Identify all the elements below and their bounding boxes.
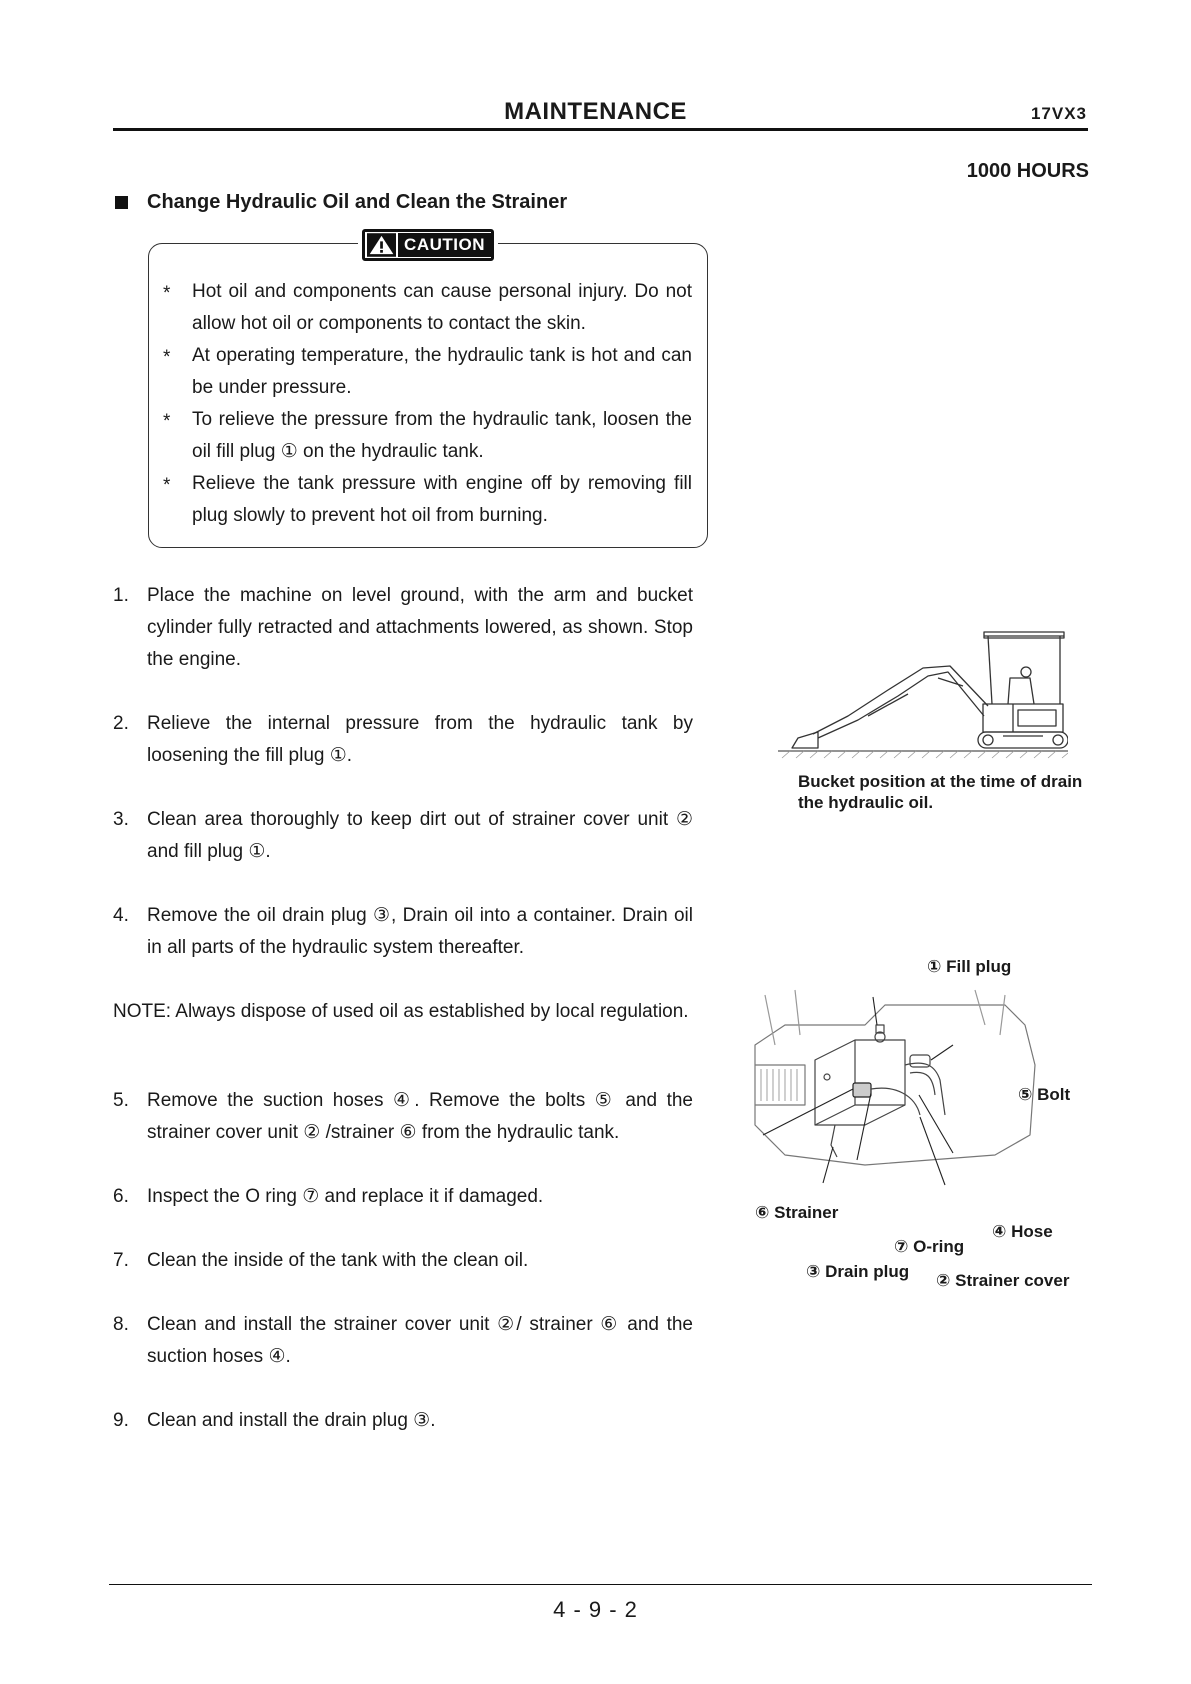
step-number: 3. — [113, 809, 129, 830]
strainer-label: ⑥ Strainer — [755, 1203, 839, 1222]
drain-plug-label: ③ Drain plug — [806, 1262, 910, 1281]
step-3 — [113, 804, 693, 868]
step-text: Remove the oil drain plug ③, Drain oil into a container. Drain oil in all parts of the hydraulic system thereafter. — [147, 905, 693, 958]
step-1 — [113, 580, 693, 676]
step-2 — [113, 708, 693, 772]
caution-item-text: At operating temperature, the hydraulic tank is hot and can be under pressure. — [192, 345, 692, 398]
excavator-position-figure — [778, 606, 1068, 766]
caution-badge — [358, 227, 498, 263]
step-4 — [113, 900, 693, 964]
step-number: 4. — [113, 905, 129, 926]
caution-item — [160, 276, 692, 340]
step-number: 5. — [113, 1090, 129, 1111]
note-text: NOTE: Always dispose of used oil as established by local regulation. — [113, 1001, 689, 1022]
hose-label: ④ Hose — [992, 1222, 1053, 1241]
step-text: Clean the inside of the tank with the clean oil. — [147, 1250, 529, 1271]
service-interval: 1000 HOURS — [966, 160, 1089, 182]
step-text: Relieve the internal pressure from the hydraulic tank by loosening the fill plug ①. — [147, 713, 693, 766]
note — [113, 996, 693, 1028]
strainer-cover-label: ② Strainer cover — [936, 1271, 1070, 1290]
step-6 — [113, 1181, 693, 1213]
step-7 — [113, 1245, 693, 1277]
header-divider — [113, 128, 1088, 131]
fill-plug-label: ① Fill plug — [927, 957, 1012, 976]
caution-item — [160, 468, 692, 532]
caution-item-text: Relieve the tank pressure with engine off by removing fill plug slowly to prevent hot oil from burning. — [192, 473, 692, 526]
step-text: Inspect the O ring ⑦ and replace it if damaged. — [147, 1186, 544, 1207]
page-number: 4 - 9 - 2 — [553, 1597, 638, 1622]
warning-triangle-icon — [367, 232, 396, 258]
step-number: 7. — [113, 1250, 129, 1271]
page-header-title: MAINTENANCE — [504, 98, 687, 125]
step-number: 6. — [113, 1186, 129, 1207]
caution-bullet: * — [163, 283, 171, 304]
step-number: 9. — [113, 1410, 129, 1431]
step-5 — [113, 1085, 693, 1149]
step-text: Clean and install the drain plug ③. — [147, 1410, 436, 1431]
step-number: 8. — [113, 1314, 129, 1335]
step-number: 2. — [113, 713, 129, 734]
step-9 — [113, 1405, 693, 1437]
caution-item-text: To relieve the pressure from the hydraulic tank, loosen the oil fill plug ① on the hydraulic tank. — [192, 409, 692, 462]
step-text: Place the machine on level ground, with the arm and bucket cylinder fully retracted and attachments lowered, as shown. Stop the engine. — [147, 585, 693, 670]
bolt-label: ⑤ Bolt — [1018, 1085, 1071, 1104]
caution-bullet: * — [163, 411, 171, 432]
o-ring-label: ⑦ O-ring — [894, 1237, 965, 1256]
caution-bullet: * — [163, 475, 171, 496]
caution-item — [160, 340, 692, 404]
figure-caption: Bucket position at the time of drain the hydraulic oil. — [798, 772, 1083, 812]
model-number: 17VX3 — [1030, 104, 1087, 123]
step-text: Remove the suction hoses ④. Remove the bolts ⑤ and the strainer cover unit ② /strainer ⑥ from the hydraulic tank. — [147, 1090, 693, 1143]
square-bullet-icon — [115, 196, 128, 209]
step-8 — [113, 1309, 693, 1373]
caution-item-text: Hot oil and components can cause personal injury. Do not allow hot oil or components to contact the skin. — [192, 281, 692, 334]
footer-divider — [109, 1584, 1092, 1585]
caution-bullet: * — [163, 347, 171, 368]
step-text: Clean area thoroughly to keep dirt out of strainer cover unit ② and fill plug ①. — [147, 809, 693, 862]
hydraulic-tank-figure — [745, 985, 1045, 1195]
caution-label: CAUTION — [398, 233, 491, 257]
caution-item — [160, 404, 692, 468]
step-number: 1. — [113, 585, 129, 606]
step-text: Clean and install the strainer cover unit ②/ strainer ⑥ and the suction hoses ④. — [147, 1314, 693, 1367]
section-title: Change Hydraulic Oil and Clean the Strainer — [147, 191, 568, 213]
